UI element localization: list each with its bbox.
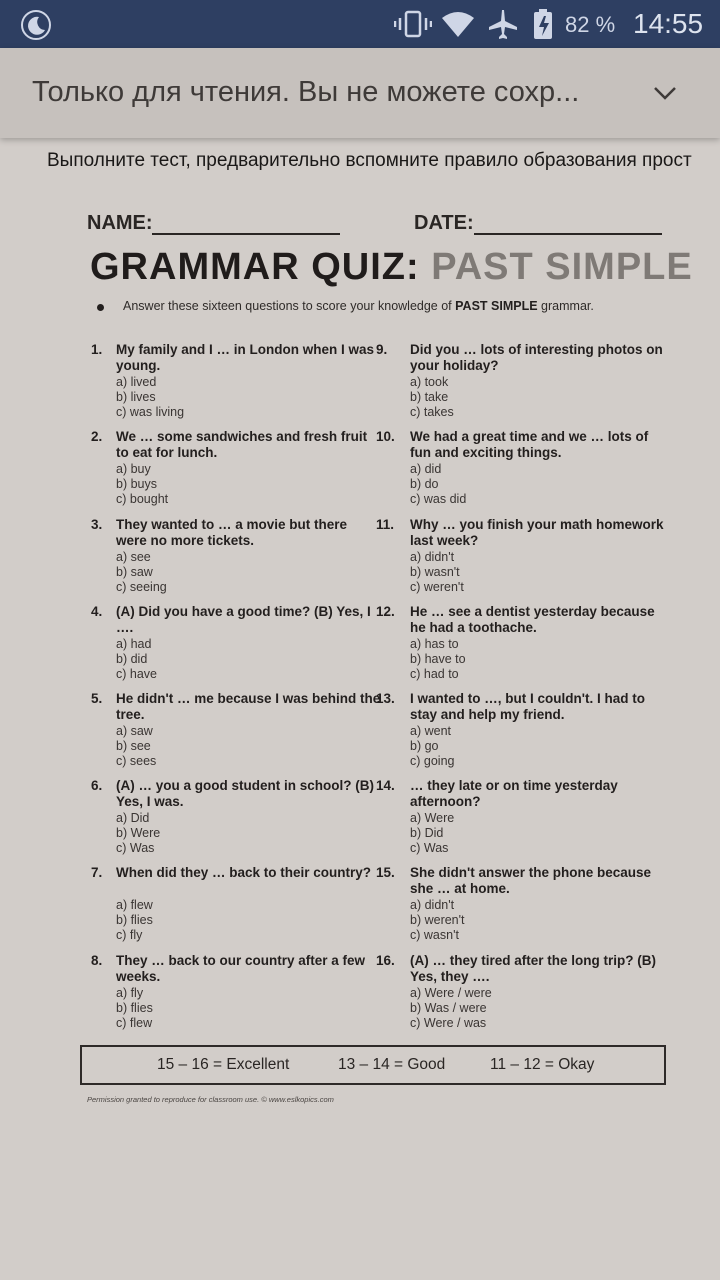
answer-option: b) have to [410, 652, 466, 666]
read-only-banner[interactable] [0, 48, 720, 138]
question-number: 7. [91, 865, 103, 880]
answer-options [116, 550, 167, 595]
answer-options [410, 986, 492, 1031]
answer-option: c) Was [116, 841, 155, 855]
answer-option: c) takes [410, 405, 454, 419]
question-text: (A) … they tired after the long trip? (B) Yes, they …. [410, 953, 656, 984]
permission-note: Permission granted to reproduce for classroom use. © www.eslkopics.com [87, 1095, 334, 1104]
question-number: 13. [376, 691, 395, 706]
instruction-bold: PAST SIMPLE [455, 299, 538, 313]
question-number: 16. [376, 953, 395, 968]
answer-option: a) has to [410, 637, 459, 651]
answer-option: b) Was / were [410, 1001, 487, 1015]
answer-options [116, 724, 156, 769]
answer-option: b) Did [410, 826, 444, 840]
wifi-icon [441, 10, 475, 38]
question-number: 6. [91, 778, 103, 793]
question-text: They … back to our country after a few weeks. [116, 953, 366, 984]
moon-icon [20, 9, 52, 41]
answer-option: a) Were / were [410, 986, 492, 1000]
answer-options [116, 898, 153, 943]
answer-option: c) flew [116, 1016, 153, 1030]
instruction-post: grammar. [541, 299, 594, 313]
name-label: NAME: [87, 212, 153, 234]
bullet-icon [97, 304, 104, 311]
score-good: 13 – 14 = Good [338, 1056, 446, 1073]
score-excellent: 15 – 16 = Excellent [157, 1056, 290, 1073]
question-number: 11. [376, 517, 395, 532]
answer-option: b) flies [116, 1001, 153, 1015]
answer-option: c) had to [410, 667, 459, 681]
answer-option: c) sees [116, 754, 157, 768]
battery-percent: 82 % [565, 12, 616, 37]
answer-option: b) buys [116, 477, 157, 491]
answer-option: c) seeing [116, 580, 167, 594]
answer-option: b) flies [116, 913, 153, 927]
question-number: 5. [91, 691, 103, 706]
question-number: 3. [91, 517, 103, 532]
answer-option: b) weren't [410, 913, 465, 927]
answer-option: a) buy [116, 462, 151, 476]
answer-options [410, 724, 454, 769]
question-text: He didn't … me because I was behind the tree. [116, 691, 381, 722]
clock: 14:55 [633, 8, 704, 39]
question-text: They wanted to … a movie but there were no more tickets. [116, 517, 348, 548]
question-number: 9. [376, 342, 388, 357]
question-text: When did they … back to their country? [116, 865, 372, 880]
answer-option: b) see [116, 739, 151, 753]
answer-option: a) flew [116, 898, 153, 912]
date-label: DATE: [414, 212, 474, 234]
answer-options [116, 375, 184, 420]
answer-option: a) Did [116, 811, 150, 825]
answer-option: c) Were / was [410, 1016, 487, 1030]
answer-options [116, 986, 153, 1031]
question-text: My family and I … in London when I was young. [116, 342, 375, 373]
answer-option: b) take [410, 390, 449, 404]
answer-option: a) Were [410, 811, 455, 825]
answer-option: a) fly [116, 986, 144, 1000]
answer-option: c) have [116, 667, 157, 681]
instruction-pre: Answer these sixteen questions to score your knowledge of [123, 299, 452, 313]
quiz-title [90, 246, 693, 289]
worksheet [0, 200, 720, 1110]
question-text: She didn't answer the phone because she … at home. [410, 865, 652, 896]
answer-option: a) see [116, 550, 151, 564]
answer-options [410, 375, 454, 420]
question-number: 10. [376, 429, 395, 444]
answer-option: a) didn't [410, 550, 455, 564]
answer-option: a) saw [116, 724, 153, 738]
answer-option: a) went [410, 724, 451, 738]
answer-option: c) was did [410, 492, 467, 506]
answer-option: b) did [116, 652, 148, 666]
score-box [80, 1045, 666, 1085]
answer-options [410, 550, 464, 595]
answer-options [410, 898, 465, 943]
battery-charging-icon [532, 8, 554, 40]
answer-options [410, 637, 466, 682]
vibrate-icon [394, 10, 432, 38]
answer-option: c) going [410, 754, 455, 768]
answer-options [410, 811, 454, 856]
quiz-title-part2: PAST SIMPLE [431, 246, 693, 288]
answer-option: b) lives [116, 390, 156, 404]
question-text: … they late or on time yesterday afternoon? [410, 778, 618, 809]
answer-option: b) wasn't [410, 565, 460, 579]
question-text: I wanted to …, but I couldn't. I had to stay and help my friend. [410, 691, 645, 722]
question-number: 12. [376, 604, 395, 619]
answer-option: b) do [410, 477, 439, 491]
name-line [152, 233, 340, 235]
airplane-icon [487, 8, 519, 40]
answer-options [116, 637, 157, 682]
chevron-down-icon[interactable] [650, 78, 680, 108]
question-number: 14. [376, 778, 395, 793]
answer-options [116, 811, 160, 856]
question-number: 2. [91, 429, 103, 444]
quiz-instruction [123, 299, 594, 313]
answer-option: c) fly [116, 928, 143, 942]
task-instruction: Выполните тест, предварительно вспомните правило образования прост [47, 150, 692, 171]
status-bar [0, 0, 720, 48]
answer-option: a) didn't [410, 898, 455, 912]
answer-option: a) had [116, 637, 152, 651]
question-text: We … some sandwiches and fresh fruit to eat for lunch. [116, 429, 368, 460]
answer-option: c) weren't [410, 580, 464, 594]
score-okay: 11 – 12 = Okay [490, 1056, 595, 1073]
question-text: Why … you finish your math homework last week? [410, 517, 664, 548]
answer-option: a) took [410, 375, 449, 389]
answer-option: b) Were [116, 826, 161, 840]
answer-option: c) bought [116, 492, 169, 506]
answer-option: a) did [410, 462, 442, 476]
question-text: (A) Did you have a good time? (B) Yes, I …. [116, 604, 371, 635]
date-line [474, 233, 662, 235]
question-number: 15. [376, 865, 395, 880]
quiz-title-part1: GRAMMAR QUIZ: [90, 246, 420, 288]
answer-options [116, 462, 168, 507]
question-text: He … see a dentist yesterday because he had a toothache. [410, 604, 655, 635]
answer-option: c) was living [116, 405, 185, 419]
question-text: We had a great time and we … lots of fun and exciting things. [410, 429, 649, 460]
question-number: 1. [91, 342, 103, 357]
answer-option: b) go [410, 739, 439, 753]
banner-title: Только для чтения. Вы не можете сохр... [32, 76, 580, 108]
answer-option: c) wasn't [410, 928, 459, 942]
question-text: Did you … lots of interesting photos on your holiday? [410, 342, 663, 373]
question-number: 8. [91, 953, 103, 968]
answer-option: c) Was [410, 841, 449, 855]
question-text: (A) … you a good student in school? (B) Yes, I was. [116, 778, 374, 809]
question-number: 4. [91, 604, 103, 619]
answer-option: b) saw [116, 565, 153, 579]
answer-option: a) lived [116, 375, 157, 389]
answer-options [410, 462, 466, 507]
